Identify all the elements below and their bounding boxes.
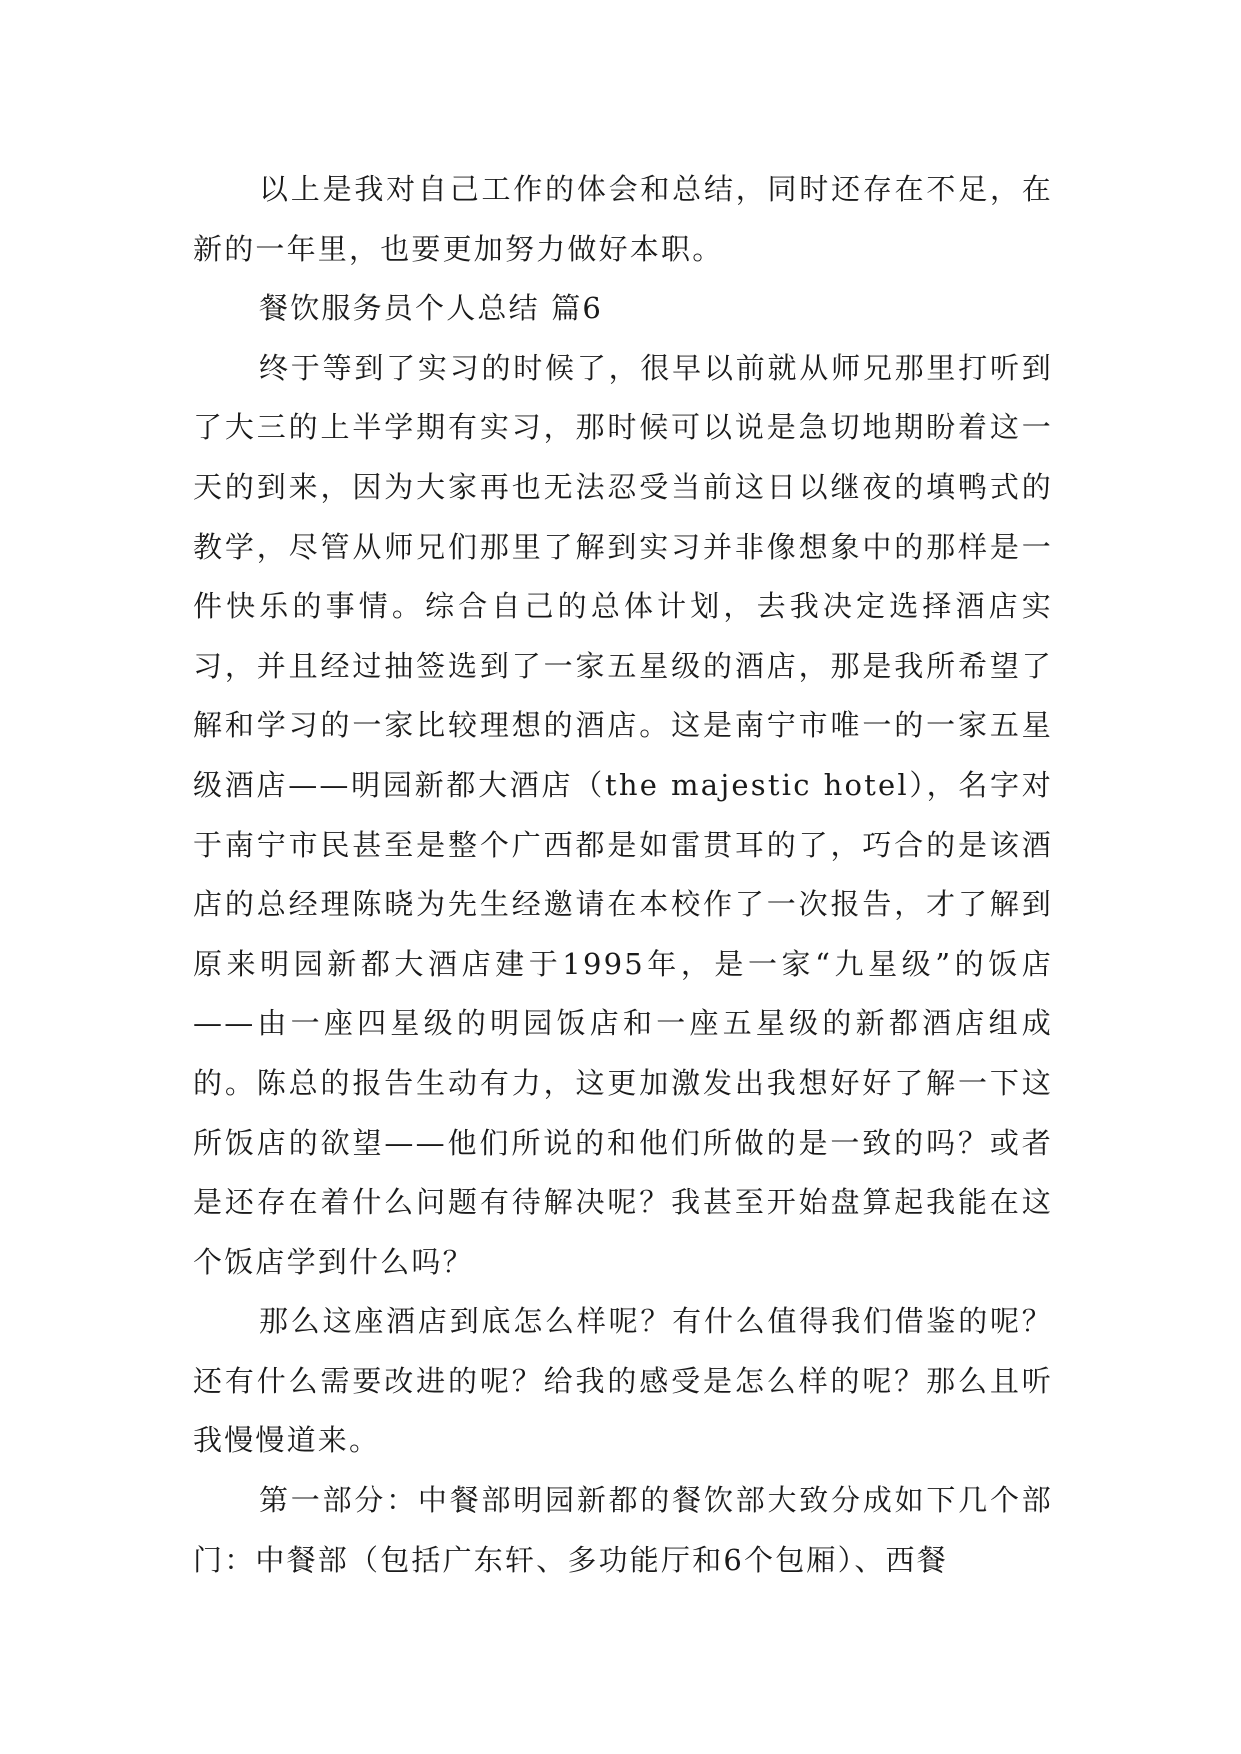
paragraph-conclusion: 以上是我对自己工作的体会和总结，同时还存在不足，在新的一年里，也要更加努力做好本职。	[193, 172, 1053, 266]
document-body	[193, 160, 1053, 1590]
paragraph-internship-intro: 终于等到了实习的时候了，很早以前就从师兄那里打听到了大三的上半学期有实习，那时候可以说是急切地期盼着这一天的到来，因为大家再也无法忍受当前这日以继夜的填鸭式的教学，尽管从师兄们那里了解到实习并非像想象中的那样是一件快乐的事情。综合自己的总体计划，去我决定选择酒店实习，并且经过抽签选到了一家五星级的酒店，那是我所希望了解和学习的一家比较理想的酒店。这是南宁市唯一的一家五星级酒店——明园新都大酒店（the majestic hotel），名字对于南宁市民甚至是整个广西都是如雷贯耳的了，巧合的是该酒店的总经理陈晓为先生经邀请在本校作了一次报告，才了解到原来明园新都大酒店建于1995年，是一家“九星级”的饭店——由一座四星级的明园饭店和一座五星级的新都酒店组成的。陈总的报告生动有力，这更加激发出我想好好了解一下这所饭店的欲望——他们所说的和他们所做的是一致的吗？或者是还存在着什么问题有待解决呢？我甚至开始盘算起我能在这个饭店学到什么吗？	[193, 350, 1053, 1279]
section-heading: 餐饮服务员个人总结 篇6	[259, 291, 604, 326]
paragraph-part-one: 第一部分：中餐部明园新都的餐饮部大致分成如下几个部门：中餐部（包括广东轩、多功能厅和6个包厢）、西餐	[193, 1483, 1053, 1577]
paragraph-questions: 那么这座酒店到底怎么样呢？有什么值得我们借鉴的呢？还有什么需要改进的呢？给我的感受是怎么样的呢？那么且听我慢慢道来。	[193, 1304, 1053, 1458]
